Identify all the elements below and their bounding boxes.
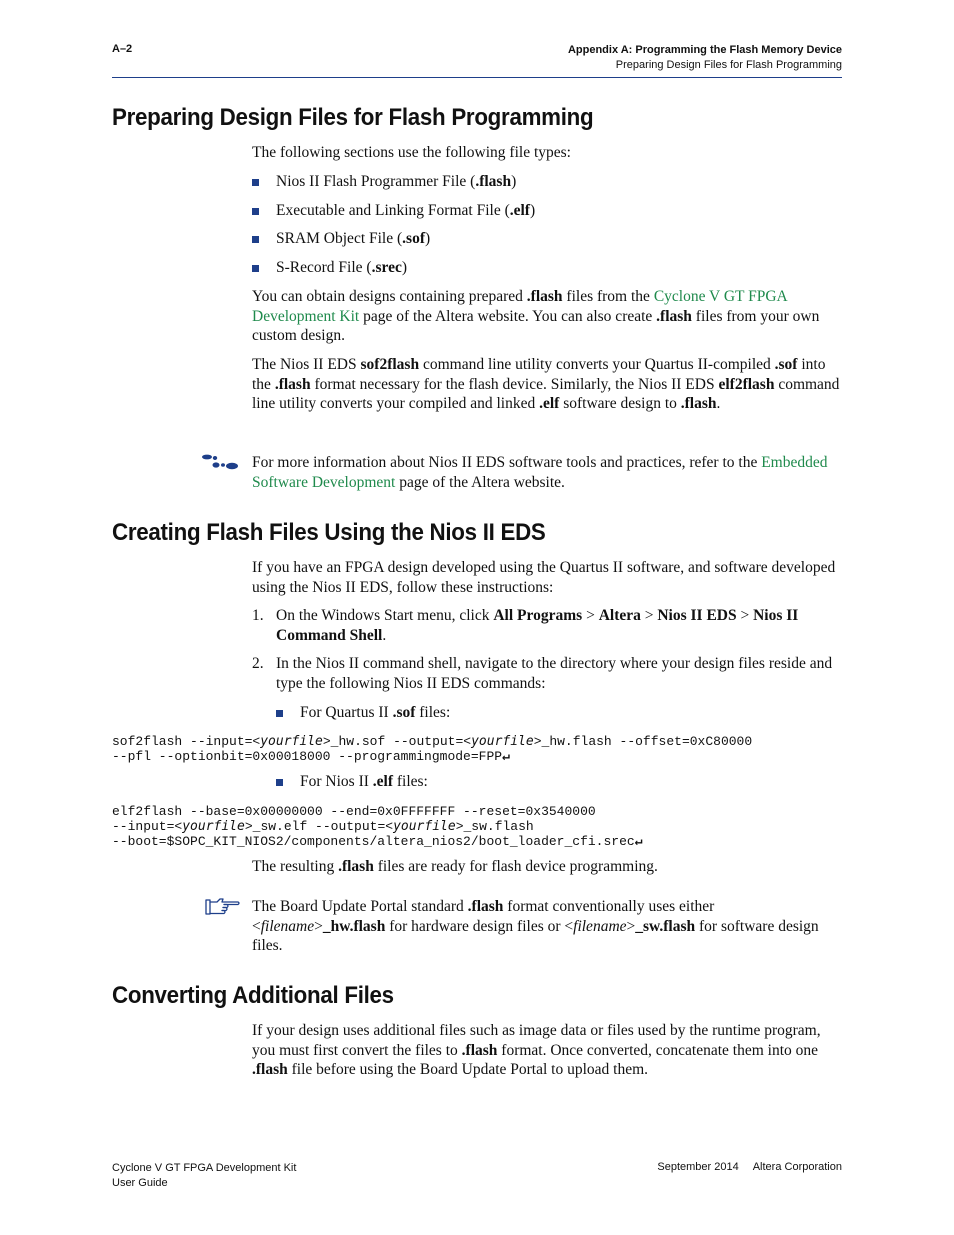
- bullet-icon: [252, 265, 259, 272]
- section-heading-creating: Creating Flash Files Using the Nios II EDS: [112, 519, 546, 546]
- paragraph-intro: The following sections use the following file types:: [252, 144, 571, 161]
- bullet-icon: [252, 236, 259, 243]
- section-heading-converting: Converting Additional Files: [112, 982, 394, 1009]
- page-number: A–2: [112, 43, 133, 55]
- footer-company: Altera Corporation: [752, 1161, 842, 1173]
- footer-document: [112, 1161, 296, 1191]
- bullet-icon: [276, 779, 283, 786]
- return-icon: ↵: [502, 749, 510, 764]
- return-icon: ↵: [634, 834, 643, 849]
- embedded-software-link[interactable]: Embedded Software Development: [252, 454, 828, 491]
- dev-kit-link[interactable]: Cyclone V GT FPGA Development Kit: [252, 288, 787, 325]
- footprints-icon: [200, 453, 242, 471]
- footer-date: September 2014: [657, 1161, 739, 1173]
- note-more-info: For more information about Nios II EDS software tools and practices, refer to the Embedded Software Development page of the Altera website.: [252, 454, 828, 491]
- chapter-title: Appendix A: Programming the Flash Memory Device: [567, 44, 842, 56]
- paragraph-intro-eds: If you have an FPGA design developed using the Quartus II software, and software developed using the Nios II EDS, follow these instructions:: [252, 559, 836, 596]
- header-rule: [112, 77, 842, 78]
- note-board-update-portal: The Board Update Portal standard .flash format conventionally uses either <filename>_hw.flash for hardware design files or <filename>_sw.flash for software design files.: [252, 898, 819, 955]
- paragraph-sof2flash: The Nios II EDS sof2flash command line utility converts your Quartus II-compiled .sof into the .flash format necessary for the flash device. Similarly, the Nios II EDS elf2flash command line utility converts your compiled and linked .elf software design to .flash.: [252, 356, 840, 413]
- running-header: [568, 43, 842, 73]
- paragraph-result: The resulting .flash files are ready for flash device programming.: [252, 858, 658, 875]
- footer-doc-type: User Guide: [112, 1177, 168, 1189]
- section-title: Preparing Design Files for Flash Programming: [615, 59, 842, 71]
- code-block-sof2flash: sof2flash --input=<yourfile>_hw.sof --output=<yourfile>_hw.flash --offset=0xC80000 --pfl --optionbit=0x00018000 --programmingmode=FPP↵: [112, 734, 753, 764]
- bullet-icon: [252, 208, 259, 215]
- bullet-icon: [276, 710, 283, 717]
- paragraph-obtain-designs: You can obtain designs containing prepared .flash files from the Cyclone V GT FPGA Development Kit page of the Altera website. You can also create .flash files from your own custom design.: [252, 288, 820, 345]
- bullet-icon: [252, 179, 259, 186]
- code-block-elf2flash: elf2flash --base=0x00000000 --end=0x0FFFFFFF --reset=0x3540000 --input=<yourfile>_sw.elf --output=<yourfile>_sw.flash --boot=$SOPC_KIT_NIOS2/components/altera_nios2/boot_loader_cfi.srec↵: [112, 804, 643, 849]
- pointing-hand-icon: [205, 897, 241, 917]
- footer-doc-title: Cyclone V GT FPGA Development Kit: [112, 1162, 297, 1174]
- section-heading-preparing: Preparing Design Files for Flash Programming: [112, 104, 594, 131]
- paragraph-converting: If your design uses additional files such as image data or files used by the runtime program, you must first convert the files to .flash format. Once converted, concatenate them into one .flash file before using the Board Update Portal to upload them.: [252, 1022, 821, 1079]
- footer-publication: [657, 1161, 842, 1173]
